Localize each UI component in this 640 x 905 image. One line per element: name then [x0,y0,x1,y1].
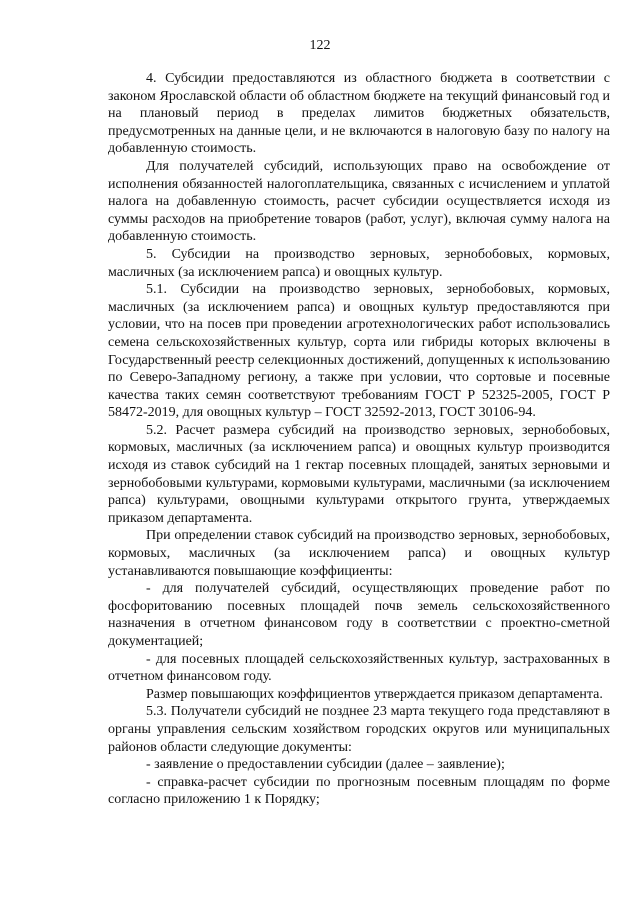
paragraph: 5.1. Субсидии на производство зерновых, зернобобовых, кормовых, масличных (за исключением рапса) и овощных культур предоставляются при условии, что на посев при проведении агротехнологических работ использовались семена сельскохозяйственных культур, сорта или гибриды которых включены в Государственный реестр селекционных достижений, допущенных к использованию по Северо-Западному региону, а также при условии, что сортовые и посевные качества таких семян соответствуют требованиям ГОСТ Р 52325-2005, ГОСТ Р 58472-2019, для овощных культур – ГОСТ 32592-2013, ГОСТ 30106-94. [108,282,610,421]
paragraph: - для посевных площадей сельскохозяйственных культур, застрахованных в отчетном финансовом году. [108,651,610,685]
document-body [108,70,610,809]
paragraph: 5.2. Расчет размера субсидий на производство зерновых, зернобобовых, кормовых, масличных (за исключением рапса) и овощных культур производится исходя из ставок субсидий на 1 гектар посевных площадей, занятых зерновыми и зернобобовыми культурами, кормовыми культурами, масличными (за исключением рапса) культурами, овощными культурами открытого грунта, утверждаемых приказом департамента. [108,422,610,526]
paragraph: - заявление о предоставлении субсидии (далее – заявление); [146,757,505,773]
paragraph: - для получателей субсидий, осуществляющих проведение работ по фосфоритованию посевных площадей почв земель сельскохозяйственного назначения в отчетном финансовом году в соответствии с проектно-сметной документацией; [108,581,610,649]
paragraph: - справка-расчет субсидии по прогнозным посевным площадям по форме согласно приложению 1 к Порядку; [108,774,610,808]
paragraph: 4. Субсидии предоставляются из областного бюджета в соответствии с законом Ярославской области об областном бюджете на текущий финансовый год и на плановый период в пределах лимитов бюджетных обязательств, предусмотренных на данные цели, и не включаются в налоговую базу по налогу на добавленную стоимость. [108,71,610,157]
paragraph: При определении ставок субсидий на производство зерновых, зернобобовых, кормовых, масличных (за исключением рапса) и овощных культур устанавливаются повышающие коэффициенты: [108,528,610,579]
paragraph: 5. Субсидии на производство зерновых, зернобобовых, кормовых, масличных (за исключением рапса) и овощных культур. [108,246,610,280]
paragraph: Для получателей субсидий, использующих право на освобождение от исполнения обязанностей налогоплательщика, связанных с исчислением и уплатой налога на добавленную стоимость, расчет субсидии осуществляется исходя из суммы расходов на приобретение товаров (работ, услуг), включая сумму налога на добавленную стоимость. [108,158,610,245]
paragraph: Размер повышающих коэффициентов утверждается приказом департамента. [146,686,603,702]
paragraph: 5.3. Получатели субсидий не позднее 23 марта текущего года представляют в органы управления сельским хозяйством городских округов или муниципальных районов области следующие документы: [108,704,610,755]
page-number: 122 [309,38,331,53]
